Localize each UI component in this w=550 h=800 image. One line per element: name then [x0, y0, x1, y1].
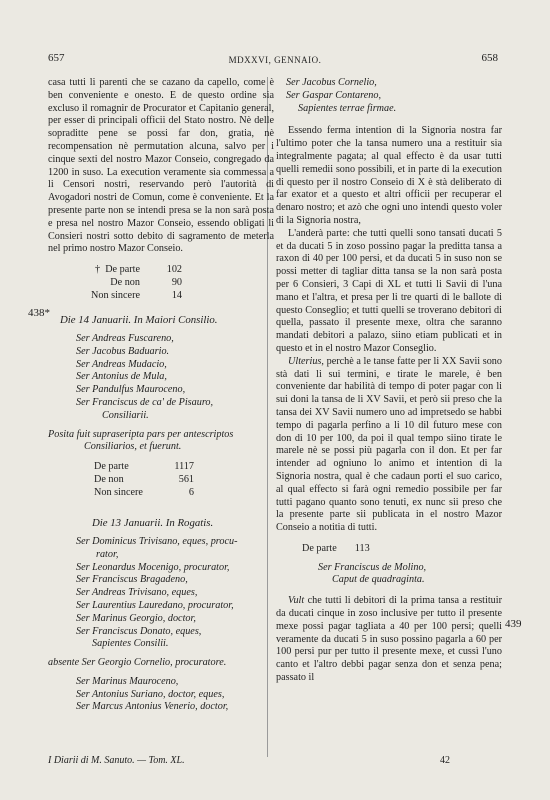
margin-number-right: 439	[505, 618, 522, 630]
page-number-right: 658	[481, 52, 498, 64]
vote-number: 14	[171, 290, 182, 302]
right-paragraph-4: Vult che tutti li debitori di la prima tansa a restituir da ducati cinque in zoso inclusive per tutto il presente mexe possi pagar tagliata a 40 per 100 persi; quelli veramente da ducati 5 in suso possino pagarla a 60 per 100 persi pur per tutto il presente mexe, et cussì l'uno canto et l'altro debbi pagar senza don et senza pena; passato il	[276, 595, 502, 684]
section-heading-1: Die 14 Januarii. In Maiori Consilio.	[60, 314, 218, 327]
vote-tally-2	[94, 460, 274, 499]
name-line: Ser Dominicus Trivisano, eques, procu-	[76, 535, 238, 547]
right-paragraph-2: L'anderà parte: che tutti quelli sono tansati ducati 5 et da ducati 5 in zoso possino pagar la preditta tansa a raxon di 40 per 100 persi, et da ducati 5 in suso non se possi metter di tagliar ditta tansa se la non sarà posta per 6 Consieri, 3 Capi di XL et tutti li Savii di l'una mano et l'altra, et presa per li tre quarti di le ballote di questo Conseglio; et tutti quelli se troverano debitori di quella, passato il presente mexe, oltra che saranno mandati debitori a palazo, siino etiam publicati et in questo et in el nostro Mazor Conseglio.	[276, 227, 502, 354]
name-line: Consiliarii.	[102, 409, 149, 421]
vote-label: De parte	[105, 264, 140, 276]
name-line: Ser Jacobus Baduario.	[76, 345, 170, 357]
name-line: Sapientes terrae firmae.	[298, 102, 397, 114]
absente-line: absente Ser Georgio Cornelio, procuratore.	[48, 657, 227, 669]
name-line: Ser Pandulfus Mauroceno,	[76, 384, 186, 396]
name-line: rator,	[96, 548, 119, 560]
footer-signature-number: 42	[440, 755, 450, 766]
vote-label: De parte	[302, 542, 337, 554]
running-header: MDXXVI, GENNAIO.	[228, 55, 322, 65]
para-lead: Ulterius	[288, 355, 322, 367]
name-line: Ser Franciscus de ca' de Pisauro,	[76, 396, 214, 408]
name-line: Ser Jacobus Cornelio,	[286, 77, 377, 88]
name-line: Ser Franciscus Bragadeno,	[76, 574, 188, 586]
vote-number: 113	[354, 542, 370, 554]
name-line: Ser Gaspar Contareno,	[286, 89, 381, 101]
name-line: Ser Marcus Antonius Venerio, doctor,	[76, 701, 229, 713]
vote-number: 102	[166, 264, 182, 276]
name-line: Ser Andreas Trivisano, eques,	[76, 587, 198, 599]
more-names-list	[48, 676, 274, 714]
cross-mark: †	[95, 264, 101, 276]
name-line: Ser Antonius Suriano, doctor, eques,	[76, 688, 225, 700]
vote-number: 1117	[174, 461, 194, 473]
page-number-left: 657	[48, 52, 65, 64]
vote-tally-1	[76, 263, 274, 302]
name-line: Ser Marinus Mauroceno,	[76, 675, 179, 687]
vote-number: 90	[171, 277, 182, 289]
left-paragraph-1: casa tutti li parenti che se cazano da capello, come è ben conveniente e onesto. E de questo ordine sia excluso il romagnir de Procurator et Capitanio general, per esser di principali officii del Stato nostro. Nè delle sopraditte pene se possi far don, gratia, nè recompensation nè permutation alcuna, salvo per i cinque sexti del nostro Mazor Conseio, congregado da 1200 in suso. La execution veramente sia commessa a li Censori nostri, reservando però l'autorità di Avogadori nostri de Comun, come è conveniente. Et la presente parte non se intendi presa se la non sarà posta e presa nel nostro Mazor Conseio, essendo obligati li Consieri nostri sotto debito di sagramento de meterla nel primo nostro Mazor Conseio.	[48, 77, 274, 255]
posita-line-1: Posita fuit supraseripta pars per antescriptos	[48, 428, 234, 440]
name-line: Ser Marinus Georgio, doctor,	[76, 612, 196, 624]
section-heading-2: Die 13 Januarii. In Rogatis.	[92, 517, 214, 530]
right-column	[276, 77, 502, 685]
name-line: Ser Antonius de Mula,	[76, 371, 167, 383]
councillor-list	[48, 333, 274, 423]
molino-line-1: Ser Franciscus de Molino,	[318, 561, 427, 573]
left-column	[48, 77, 274, 714]
margin-number-left: 438*	[28, 307, 50, 319]
vote-label: De non	[94, 474, 124, 486]
para-lead: L'anderà parte	[288, 227, 347, 239]
name-line: Ser Franciscus Donato, eques,	[76, 625, 202, 637]
vote-number: 561	[178, 474, 194, 486]
footer-title: I Diarii di M. Sanuto. — Tom. XL.	[48, 755, 185, 766]
molino-line-2: Caput de quadraginta.	[332, 574, 425, 586]
name-line: Ser Andreas Fuscareno,	[76, 332, 174, 344]
right-paragraph-1: Essendo ferma intention di la Signoria nostra far l'ultimo poter che la tansa numero una a restituir sia integralmente pagata; al qual effecto è da usar tutti quelli remedii sono possibili, et in parte di la execution di questo per il nostro Conseio di X è stà deliberato di far exator et a questo et altri officii per recuperar el denaro nostro; et azò che ogni uno intendi questo voler di la Signoria nostra,	[276, 125, 502, 226]
terrae-firmae-list	[276, 77, 502, 115]
vote-label: De non	[110, 277, 140, 289]
vote-label: De parte	[94, 461, 129, 473]
vote-de-parte	[302, 543, 502, 556]
name-line: Sapientes Consilii.	[92, 638, 169, 650]
right-paragraph-3: Ulterius, perchè a le tanse fatte per li XX Savii sono stà dati li sui termini, e tirate le marele, è ben conveniente dar habilità di tempo di poter pagar con li sui doni la tansa de li XV Savii, et però sii preso che la tansa dei XV Savii numero uno ad impretsedo se habbi tempo di pagarla perfino a li 10 dil futuro mese con don di 10 per 100, da poi il qual tempo siino tirate le marele nè se possi più pagarla con il don. Et per far intender ad ogniuno lo animo et intention di la Signoria nostra, qual è che cadaun porti el suo carico, al qual effecto si farà ogni remedio possibile per far tutti pagano quanto sono tenuti, ex nunc sii preso che la presente parte sii publicata in el nostro Mazor Conseio a notitia di tutti.	[276, 355, 502, 534]
name-line: Ser Laurentius Lauredano, procurator,	[76, 599, 234, 611]
posita-line-2: Consiliarios, et fuerunt.	[84, 441, 182, 453]
name-line: Ser Leonardus Mocenigo, procurator,	[76, 561, 230, 573]
para-lead: Vult	[288, 595, 305, 607]
name-line: Ser Andreas Mudacio,	[76, 358, 167, 370]
vote-number: 6	[188, 487, 194, 499]
vote-label: Non sincere	[91, 290, 140, 302]
vote-label: Non sincere	[94, 487, 143, 499]
sapientes-list	[48, 536, 274, 651]
